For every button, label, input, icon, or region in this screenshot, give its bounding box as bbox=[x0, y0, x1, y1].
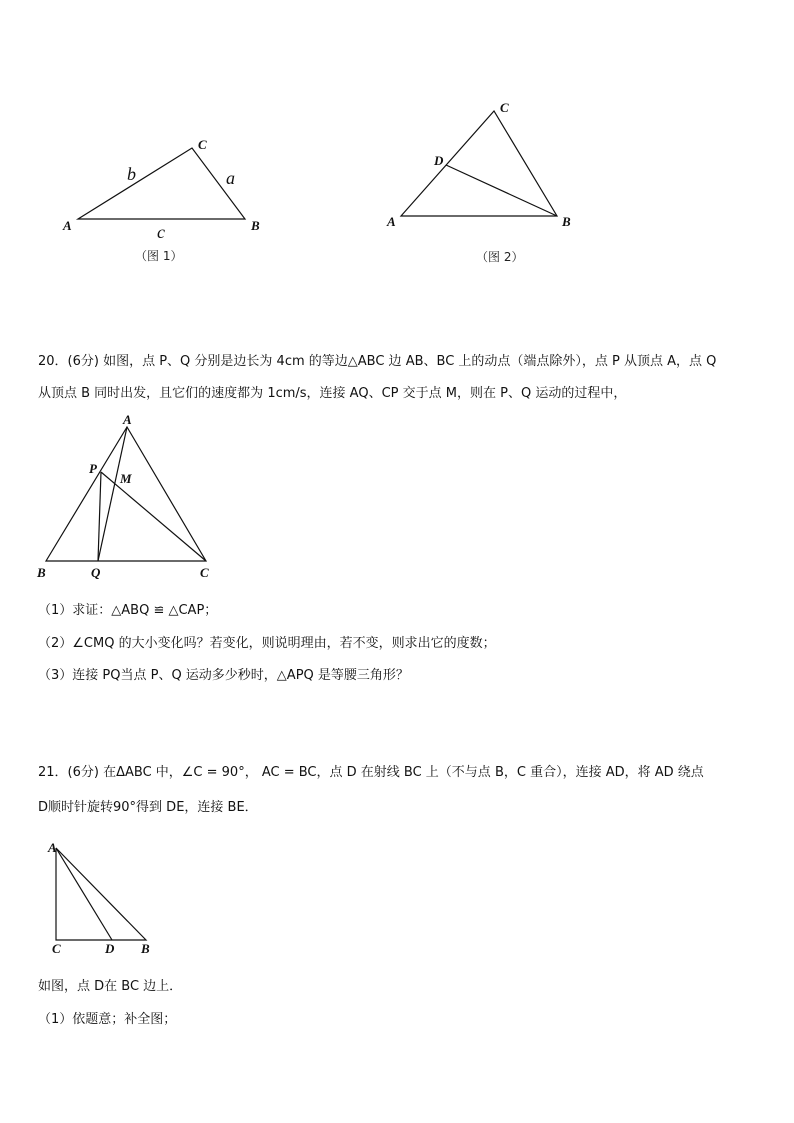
label-B: B bbox=[37, 565, 46, 580]
figure-2 bbox=[380, 95, 590, 275]
label-Q: Q bbox=[91, 565, 101, 580]
figure-1 bbox=[55, 130, 275, 270]
triangle-abc-fig2 bbox=[401, 111, 557, 216]
q20-part3: （3）连接 PQ当点 P、Q 运动多少秒时，△APQ 是等腰三角形？ bbox=[38, 668, 409, 683]
label-c: c bbox=[157, 222, 165, 242]
label-D: D bbox=[434, 153, 444, 168]
segment-db bbox=[446, 165, 557, 216]
label-C: C bbox=[200, 565, 209, 580]
figure-q21 bbox=[40, 838, 170, 963]
segment-ad bbox=[56, 848, 112, 940]
label-A: A bbox=[63, 218, 72, 233]
q21-line1: 21．(6分) 在ΔABC 中，∠C = 90°， AC = BC，点 D 在射线 BC 上（不与点 B，C 重合），连接 AD，将 AD 绕点 bbox=[38, 765, 704, 780]
label-B: B bbox=[141, 941, 150, 956]
label-D: D bbox=[105, 941, 115, 956]
caption-fig2: （图 2） bbox=[476, 250, 524, 264]
figure-q20 bbox=[35, 412, 225, 587]
label-A: A bbox=[123, 412, 132, 427]
triangle-abc-fig1 bbox=[78, 148, 245, 219]
label-a: a bbox=[226, 168, 235, 188]
label-C: C bbox=[198, 137, 207, 152]
label-C: C bbox=[500, 100, 509, 115]
q21-note: 如图，点 D在 BC 边上． bbox=[38, 979, 183, 994]
segment-aq bbox=[98, 427, 127, 561]
label-b: b bbox=[127, 164, 136, 184]
label-M: M bbox=[120, 471, 132, 486]
label-C: C bbox=[52, 941, 61, 956]
caption-fig1: （图 1） bbox=[135, 249, 183, 263]
q21-part1: （1）依题意；补全图； bbox=[38, 1012, 177, 1027]
label-B: B bbox=[562, 214, 571, 229]
q20-part2: （2）∠CMQ 的大小变化吗？若变化，则说明理由，若不变，则求出它的度数； bbox=[38, 636, 496, 651]
segment-pc bbox=[101, 472, 206, 561]
q21-line2: D顺时针旋转90°得到 DE，连接 BE． bbox=[38, 800, 258, 815]
q20-part1: （1）求证：△ABQ ≌ △CAP； bbox=[38, 603, 218, 618]
q20-line1: 20．(6分) 如图，点 P、Q 分别是边长为 4cm 的等边△ABC 边 AB、BC 上的动点（端点除外），点 P 从顶点 A，点 Q bbox=[38, 354, 717, 369]
triangle-acb bbox=[56, 848, 146, 940]
label-P: P bbox=[89, 461, 97, 476]
q20-line2: 从顶点 B 同时出发，且它们的速度都为 1cm/s，连接 AQ、CP 交于点 M，则在 P、Q 运动的过程中， bbox=[38, 386, 627, 401]
label-B: B bbox=[251, 218, 260, 233]
label-A: A bbox=[48, 840, 57, 855]
label-A: A bbox=[387, 214, 396, 229]
